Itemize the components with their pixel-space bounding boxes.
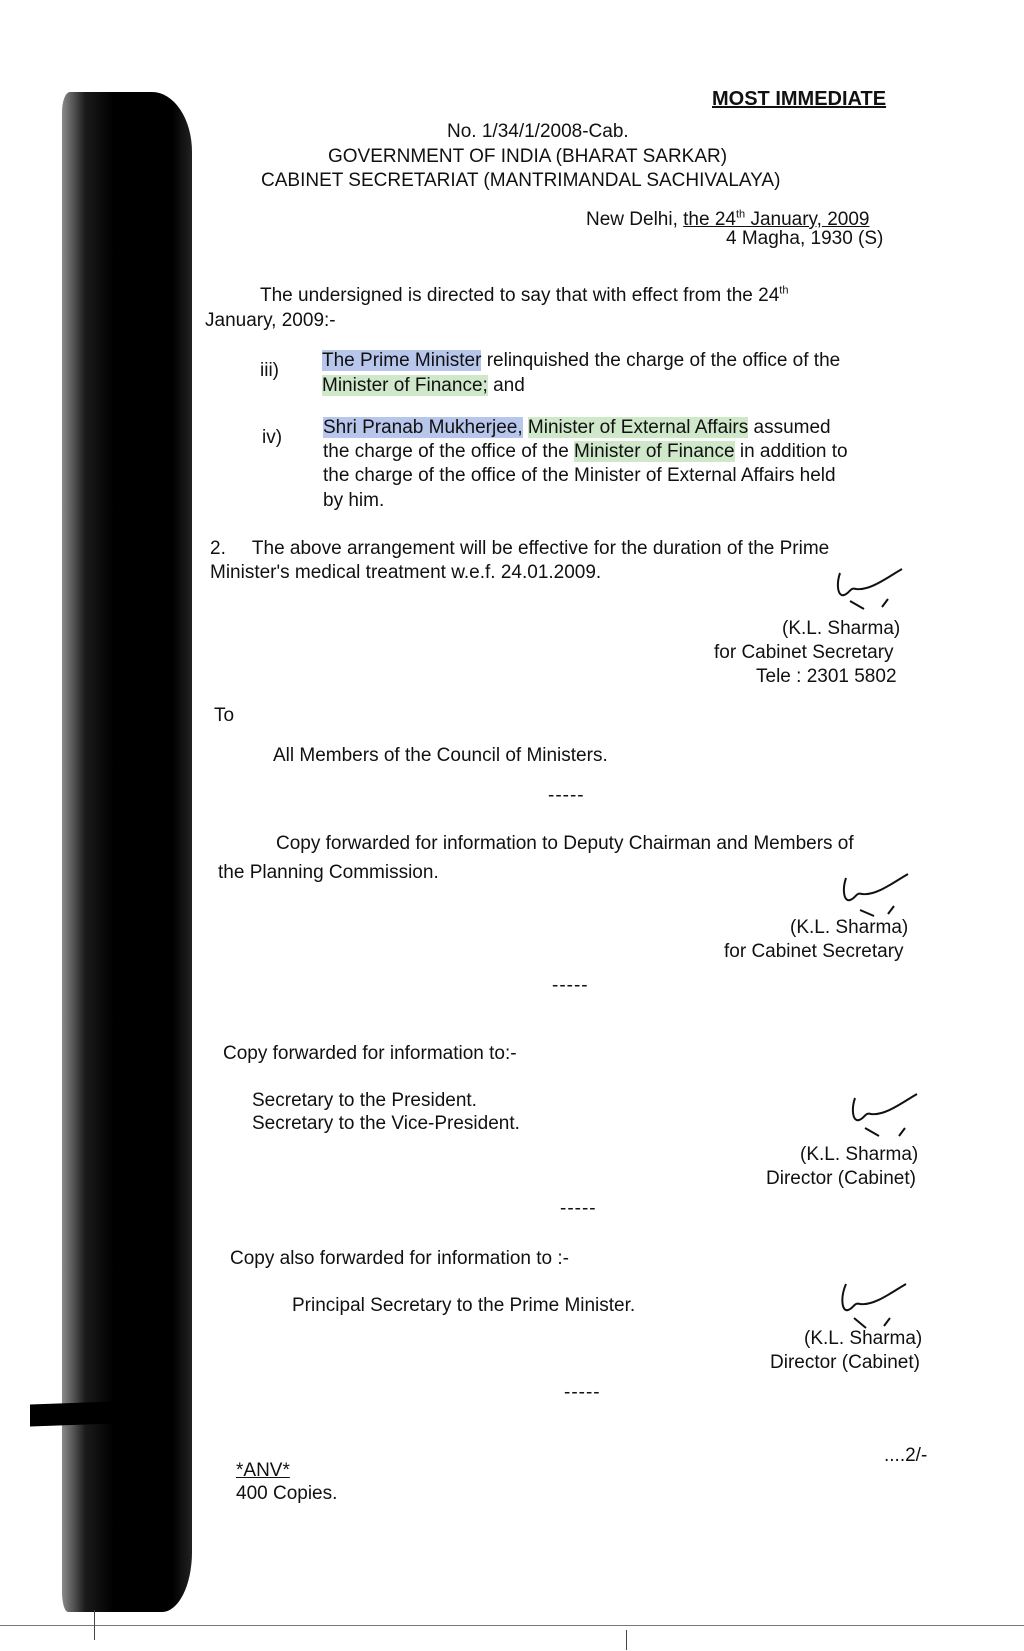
signatory-role: for Cabinet Secretary xyxy=(724,941,904,962)
signatory-phone: Tele : 2301 5802 xyxy=(756,666,897,687)
signatory-name: (K.L. Sharma) xyxy=(804,1328,923,1349)
to-label: To xyxy=(214,705,235,726)
copy-3-line-1: Copy also forwarded for information to :- xyxy=(230,1248,569,1269)
signatory-name: (K.L. Sharma) xyxy=(782,618,901,639)
section-separator: ----- xyxy=(564,1382,601,1403)
intro-line-1: The undersigned is directed to say that with effect from the 24th xyxy=(260,284,789,306)
signatory-role: for Cabinet Secretary xyxy=(714,642,894,663)
copy-2-recipient-1: Secretary to the President. xyxy=(252,1090,477,1111)
item-iv-line-4: by him. xyxy=(323,490,385,511)
org-line-2: CABINET SECRETARIAT (MANTRIMANDAL SACHIVALAYA) xyxy=(261,170,781,191)
org-line-1: GOVERNMENT OF INDIA (BHARAT SARKAR) xyxy=(328,146,728,167)
copy-2-recipient-2: Secretary to the Vice-President. xyxy=(252,1113,520,1134)
para-2-line-1: 2. The above arrangement will be effective for the duration of the Prime xyxy=(210,538,830,559)
copy-1-line-2: the Planning Commission. xyxy=(218,862,439,883)
signatory-role: Director (Cabinet) xyxy=(766,1168,916,1189)
saka-date: 4 Magha, 1930 (S) xyxy=(726,228,884,249)
signature-mark xyxy=(830,565,910,615)
item-iv-line-1: Shri Pranab Mukherjee, Minister of External Affairs assumed xyxy=(323,417,831,438)
copy-1-line-1: Copy forwarded for information to Deputy Chairman and Members of xyxy=(276,833,854,854)
copy-3-recipient-1: Principal Secretary to the Prime Minister. xyxy=(292,1295,636,1316)
to-recipient: All Members of the Council of Ministers. xyxy=(273,745,608,766)
copy-2-line-1: Copy forwarded for information to:- xyxy=(223,1043,517,1064)
scan-tick-mark xyxy=(94,1610,95,1640)
next-page-marker: ....2/- xyxy=(884,1445,928,1466)
item-iii-line-2: Minister of Finance; and xyxy=(322,375,525,396)
signatory-role: Director (Cabinet) xyxy=(770,1352,920,1373)
section-separator: ----- xyxy=(552,975,589,996)
signature-mark xyxy=(836,870,916,920)
signature-mark xyxy=(834,1278,914,1334)
section-separator: ----- xyxy=(548,785,585,806)
signature-mark xyxy=(845,1090,925,1142)
signatory-name: (K.L. Sharma) xyxy=(800,1144,919,1165)
scan-tick-mark xyxy=(626,1630,627,1650)
date-place: New Delhi, xyxy=(586,209,684,230)
file-number: No. 1/34/1/2008-Cab. xyxy=(447,121,629,142)
item-marker: iii) xyxy=(260,360,279,381)
priority-label: MOST IMMEDIATE xyxy=(712,88,887,110)
item-marker: iv) xyxy=(262,427,283,448)
item-iv-line-2: the charge of the office of the Minister of Finance in addition to xyxy=(323,441,848,462)
date-value: the 24th January, 2009 xyxy=(683,208,870,230)
item-iii-line-1: The Prime Minister relinquished the charge of the office of the xyxy=(322,350,841,371)
scan-bottom-edge xyxy=(0,1625,1024,1626)
intro-line-2: January, 2009:- xyxy=(205,310,336,331)
section-separator: ----- xyxy=(560,1198,597,1219)
scan-binding-shadow xyxy=(62,92,192,1612)
dispatch-code: *ANV* xyxy=(236,1460,290,1481)
copies-count: 400 Copies. xyxy=(236,1483,338,1504)
signatory-name: (K.L. Sharma) xyxy=(790,917,909,938)
para-2-line-2: Minister's medical treatment w.e.f. 24.01.2009. xyxy=(210,562,602,583)
item-iv-line-3: the charge of the office of the Minister of External Affairs held xyxy=(323,465,836,486)
